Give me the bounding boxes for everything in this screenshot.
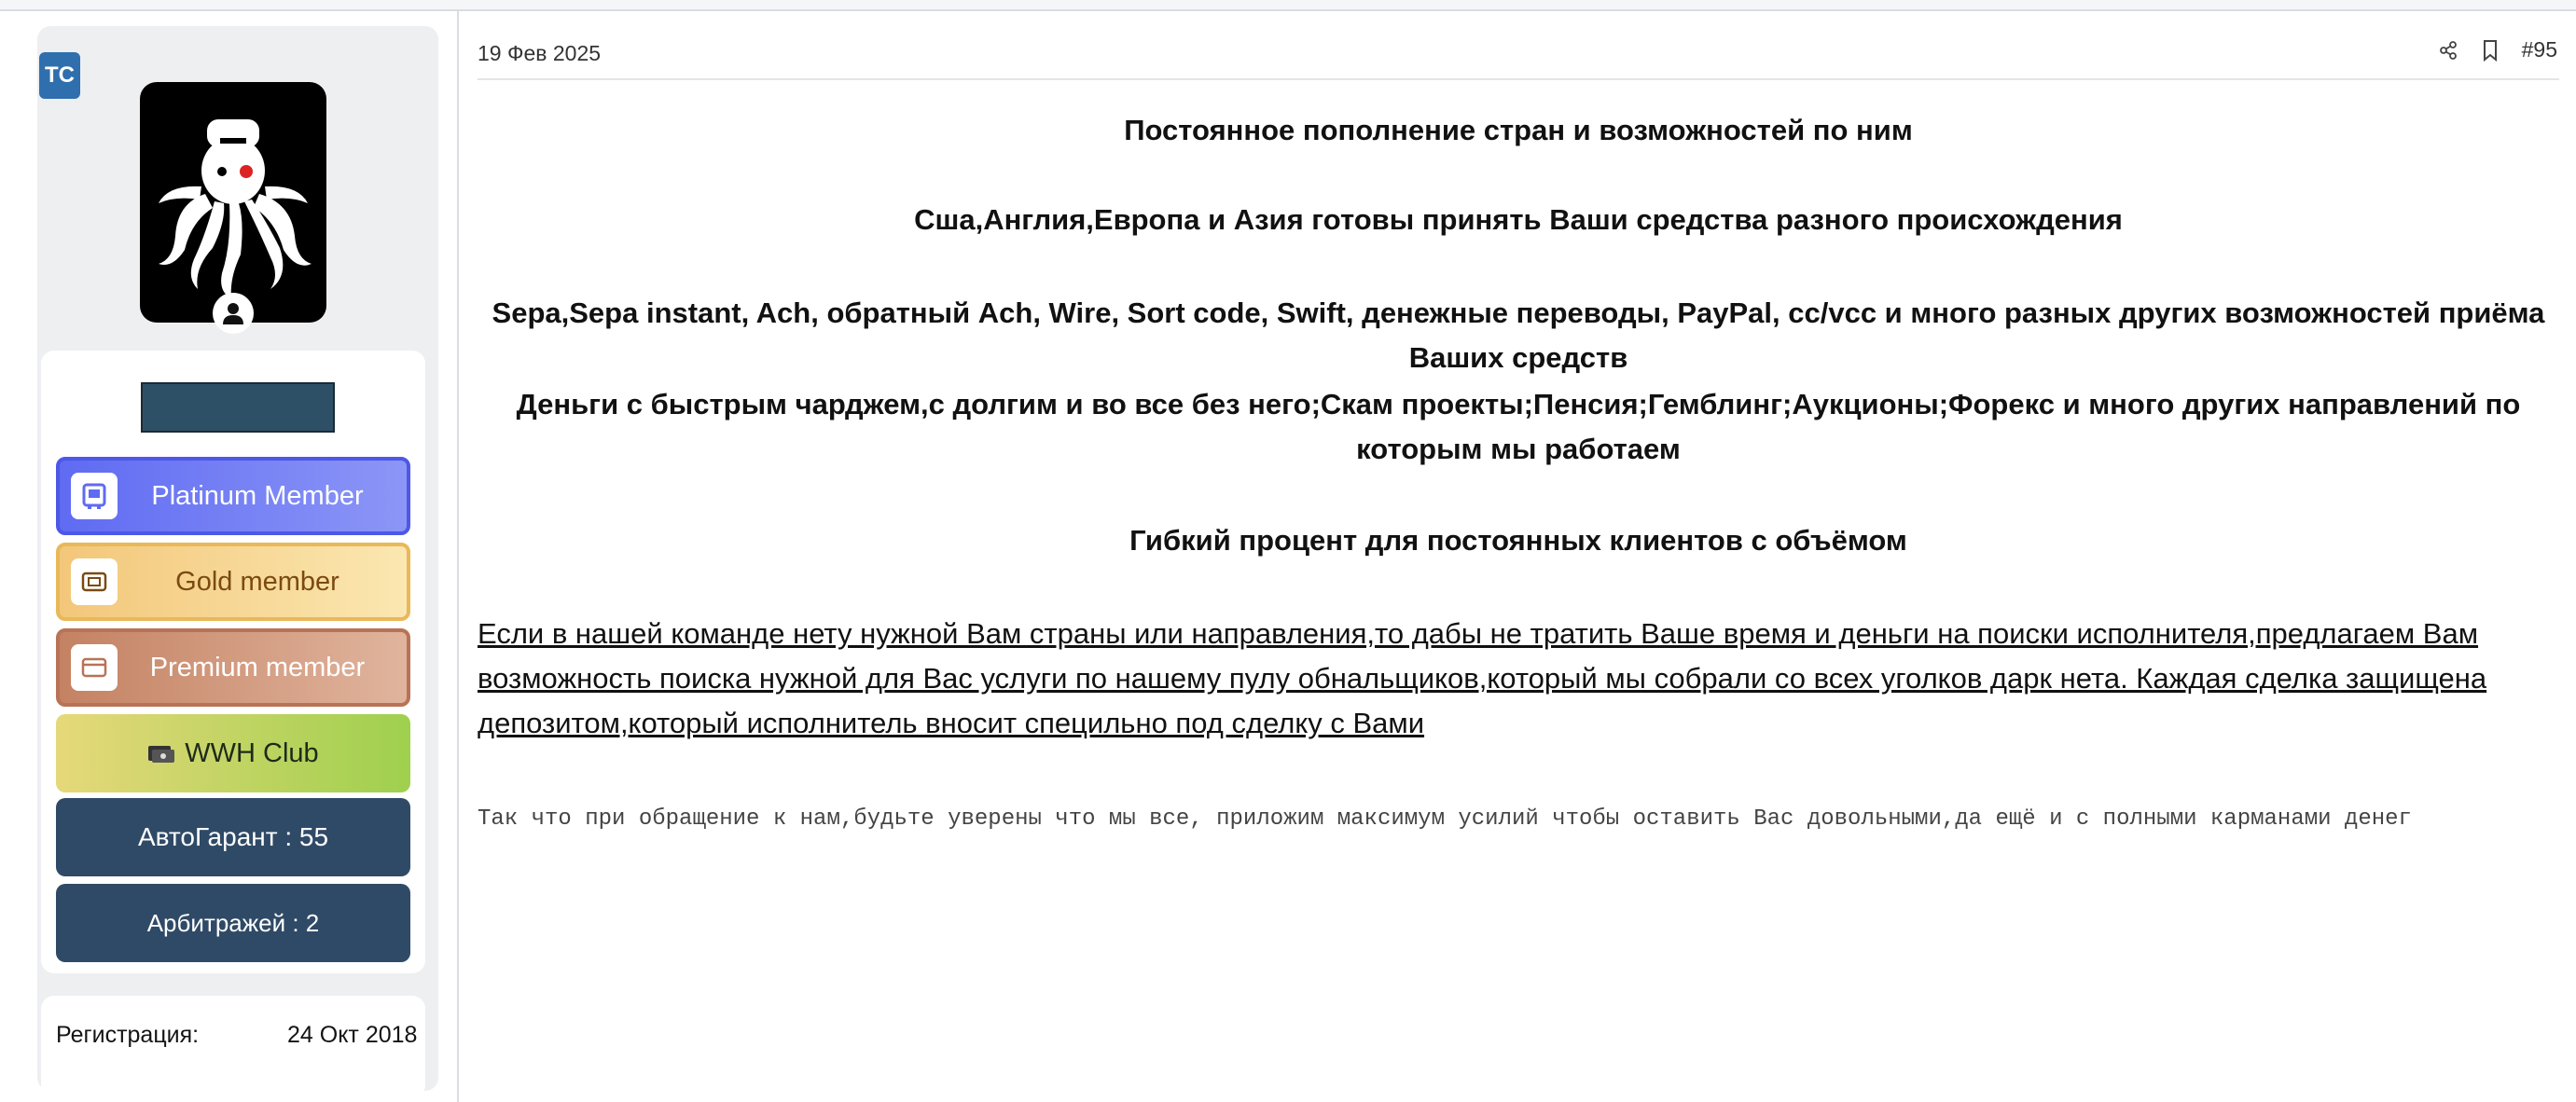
autogarant-label: АвтоГарант : 55 (137, 822, 329, 851)
post-date[interactable]: 19 Фев 2025 (478, 41, 602, 65)
premium-member-badge (56, 628, 410, 707)
premium-member-label: Premium member (149, 652, 366, 682)
post-heading-5: Гибкий процент для постоянных клиентов с объёмом (1129, 524, 1907, 557)
safe-icon (71, 473, 118, 519)
arbitrage-label: Арбитражей : 2 (146, 908, 320, 937)
ts-badge: TC (39, 52, 80, 99)
avatar[interactable] (140, 82, 326, 323)
bookmark-icon[interactable] (2481, 39, 2500, 62)
username-hidden[interactable] (141, 382, 335, 433)
autogarant-badge[interactable] (56, 798, 410, 876)
post-mono-paragraph: Так что при обращение к нам,будьте уверены что мы все, приложим максимум усилий чтобы оставить Вас довольными,да ещё и с полными карманами денег (478, 806, 2412, 832)
gold-member-badge (56, 543, 410, 621)
wwh-club-label: WWH Club (185, 737, 319, 768)
wwh-club-badge (56, 714, 410, 792)
platinum-member-label: Platinum Member (151, 480, 364, 511)
registration-date: 24 Окт 2018 (287, 1022, 418, 1048)
gold-member-label: Gold member (175, 566, 339, 597)
post-number-link[interactable]: #95 (2521, 37, 2557, 62)
octopus-avatar-image (140, 82, 326, 323)
window-top-edge (0, 0, 2576, 11)
post-heading-1: Постоянное пополнение стран и возможностей по ним (1124, 114, 1913, 146)
arbitrage-badge[interactable] (56, 884, 410, 962)
post-underlined-paragraph: Если в нашей команде нету нужной Вам страны или направления,то дабы не тратить Ваше время и деньги на поиски исполнителя,предлагаем Вам возможность поиска нужной для Вас услуги по нашему пулу обнальщиков,который мы собрали со всех уголков дарк нета. Каждая сделка защищена депозитом,который исполнитель вносит специльно под сделку с Вами (478, 617, 2487, 739)
post-heading-2: Сша,Англия,Европа и Азия готовы принять Ваши средства разного происхождения (914, 203, 2123, 236)
card-icon (71, 644, 118, 691)
money-icon (147, 743, 175, 764)
wallet-icon (71, 558, 118, 605)
post-heading-4: Деньги с быстрым чарджем,с долгим и во все без него;Скам проекты;Пенсия;Гемблинг;Аукционы;Форекс и много других направлений по которым мы работаем (516, 388, 2521, 465)
platinum-member-badge (56, 457, 410, 535)
registration-label: Регистрация: (56, 1022, 200, 1048)
post-header-divider (478, 78, 2559, 80)
post-heading-3: Sepa,Sepa instant, Ach, обратный Ach, Wire, Sort code, Swift, денежные переводы, PayPal, cc/vcc и много разных других возможностей приёма Ваших средств (492, 296, 2545, 374)
post-actions (2438, 37, 2557, 62)
user-status-icon (213, 293, 254, 334)
share-icon[interactable] (2438, 40, 2458, 61)
